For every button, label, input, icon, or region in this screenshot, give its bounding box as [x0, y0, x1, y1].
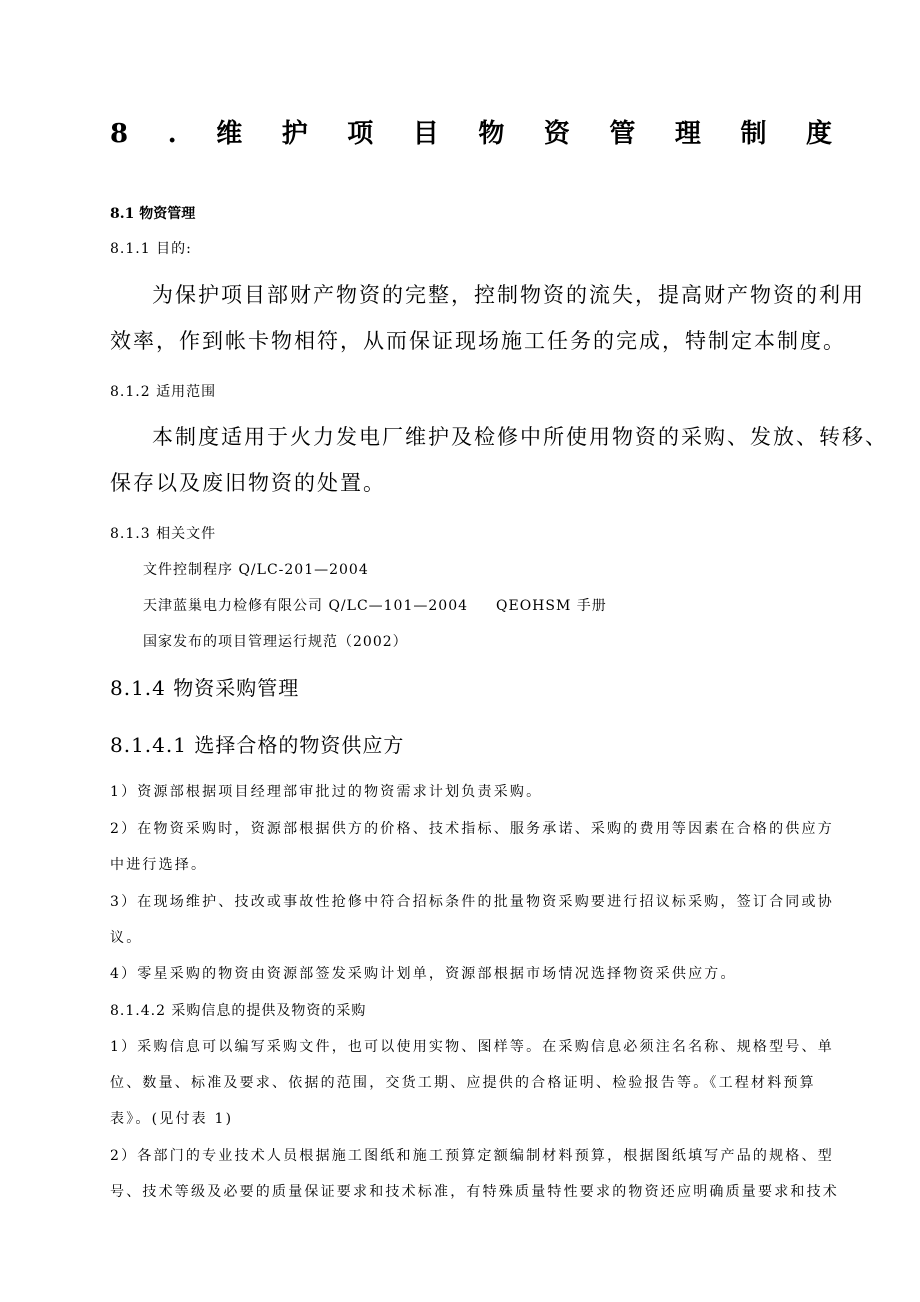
- related-document-item: QEOHSM 手册: [496, 598, 607, 614]
- procurement-item: 表》。(见付表 1): [110, 1111, 234, 1127]
- title-char: 目: [412, 119, 439, 149]
- section-heading-8-1: 8.1 物资管理: [110, 206, 196, 222]
- scope-paragraph-line: 保存以及废旧物资的处置。: [110, 471, 386, 495]
- page-title: [110, 114, 832, 154]
- title-char: 护: [281, 119, 308, 149]
- section-heading-8-1-4-1: 8.1.4.1 选择合格的物资供应方: [110, 733, 405, 757]
- title-char: 维: [216, 119, 243, 149]
- procurement-item: 2）各部门的专业技术人员根据施工图纸和施工预算定额编制材料预算，根据图纸填写产品的规格、型: [110, 1148, 834, 1164]
- supplier-item: 3）在现场维护、技改或事故性抢修中符合招标条件的批量物资采购要进行招议标采购，签订合同或协: [110, 894, 834, 910]
- procurement-item: 号、技术等级及必要的质量保证要求和技术标准，有特殊质量特性要求的物资还应明确质量要求和技术: [110, 1184, 839, 1200]
- purpose-paragraph-line: 为保护项目部财产物资的完整，控制物资的流失，提高财产物资的利用: [152, 283, 865, 307]
- title-char: 8: [110, 119, 129, 149]
- related-document-item: 天津蓝巢电力检修有限公司 Q/LC—101—2004: [143, 598, 469, 614]
- section-heading-8-1-4-2: 8.1.4.2 采购信息的提供及物资的采购: [110, 1003, 367, 1019]
- scope-paragraph-line: 本制度适用于火力发电厂维护及检修中所使用物资的采购、发放、转移、: [152, 425, 888, 449]
- title-char: 资: [543, 119, 570, 149]
- related-document-item: 国家发布的项目管理运行规范（2002）: [143, 634, 408, 650]
- title-char: 制: [740, 119, 767, 149]
- supplier-item: 2）在物资采购时，资源部根据供方的价格、技术指标、服务承诺、采购的费用等因素在合格的供应方: [110, 821, 834, 837]
- title-char: 管: [609, 119, 636, 149]
- section-heading-8-1-3: 8.1.3 相关文件: [110, 526, 217, 542]
- section-heading-8-1-4: 8.1.4 物资采购管理: [110, 676, 300, 700]
- procurement-item: 位、数量、标准及要求、依据的范围，交货工期、应提供的合格证明、检验报告等。《工程材料预算: [110, 1075, 816, 1091]
- title-char: .: [167, 119, 177, 149]
- title-char: 度: [805, 119, 832, 149]
- supplier-item: 1）资源部根据项目经理部审批过的物资需求计划负责采购。: [110, 784, 543, 800]
- section-heading-8-1-1: 8.1.1 目的:: [110, 241, 192, 257]
- title-char: 理: [674, 119, 701, 149]
- supplier-item: 中进行选择。: [110, 857, 208, 873]
- title-char: 项: [347, 119, 374, 149]
- section-heading-8-1-2: 8.1.2 适用范围: [110, 384, 217, 400]
- supplier-item: 议。: [110, 930, 143, 946]
- procurement-item: 1）采购信息可以编写采购文件，也可以使用实物、图样等。在采购信息必须注名名称、规格型号、单: [110, 1039, 834, 1055]
- related-document-item: 文件控制程序 Q/LC-201—2004: [143, 562, 369, 578]
- purpose-paragraph-line: 效率，作到帐卡物相符，从而保证现场施工任务的完成，特制定本制度。: [110, 329, 846, 353]
- supplier-item: 4）零星采购的物资由资源部签发采购计划单，资源部根据市场情况选择物资采供应方。: [110, 966, 737, 982]
- title-char: 物: [478, 119, 505, 149]
